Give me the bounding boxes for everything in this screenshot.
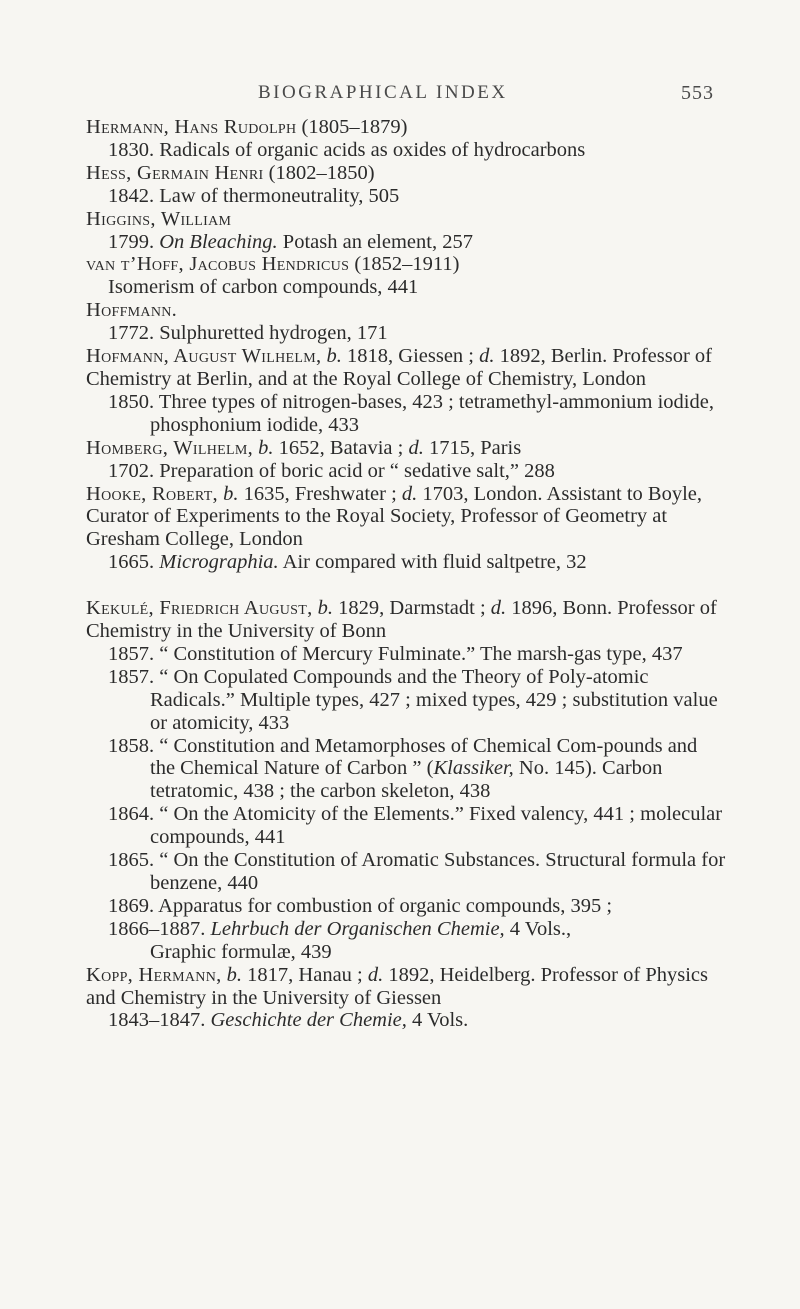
work-year: 1843–1847. [108, 1009, 206, 1032]
work-title: Lehrbuch der Organischen Chemie, [210, 917, 505, 940]
entry-heading [86, 437, 726, 460]
died-abbrev: d. [362, 963, 384, 986]
work-year: 1857. [108, 665, 155, 688]
work-title: Micrographia. [159, 551, 279, 574]
work-item [86, 391, 726, 437]
life-details: 1817, Hanau ; [242, 963, 363, 986]
work-description: No. 145). Carbon tetratomic, 438 ; the carbon skeleton, 438 [150, 757, 663, 803]
running-head-title: BIOGRAPHICAL INDEX [258, 82, 508, 103]
died-abbrev: d. [403, 436, 424, 459]
biography-text: 1715, Paris [423, 436, 522, 459]
index-entry [86, 116, 726, 162]
work-description: Isomerism of carbon compounds, 441 [108, 276, 419, 299]
died-abbrev: d. [485, 597, 507, 620]
person-name: van t’Hoff, Jacobus Hendricus [86, 253, 350, 276]
work-description: 4 Vols., [509, 917, 572, 940]
work-item [86, 551, 726, 574]
work-description: 4 Vols. [412, 1009, 469, 1032]
entry-heading [86, 597, 726, 643]
work-year: 1864. [108, 803, 155, 826]
index-entry [86, 483, 726, 575]
work-item [86, 918, 726, 941]
work-description: “ On the Atomicity of the Elements.” Fixed valency, 441 ; molecular compounds, 441 [150, 803, 723, 849]
work-year: 1865. [108, 849, 155, 872]
work-year: 1799. [108, 230, 155, 253]
running-head [0, 82, 800, 112]
entry-heading [86, 116, 726, 139]
biographical-index-entries [86, 116, 726, 1032]
work-item [86, 231, 726, 254]
work-item [86, 803, 726, 849]
work-item [86, 185, 726, 208]
work-year: 1857. [108, 642, 155, 665]
work-item [86, 895, 726, 918]
work-year: 1830. [108, 138, 155, 161]
died-abbrev: d. [474, 345, 495, 368]
work-item [86, 276, 726, 299]
work-year: 1850. [108, 390, 155, 413]
work-description: Air compared with fluid saltpetre, 32 [282, 551, 587, 574]
work-item [86, 849, 726, 895]
entry-heading [86, 253, 726, 276]
born-abbrev: b. [253, 436, 274, 459]
life-details: 1652, Batavia ; [273, 436, 404, 459]
index-entry [86, 437, 726, 483]
index-entry [86, 299, 726, 345]
work-item [86, 139, 726, 162]
work-description: “ Constitution and Metamorphoses of Chemical Com-pounds and the Chemical Nature of Carbon ” ( [150, 734, 698, 780]
work-title: On Bleaching. [159, 230, 278, 253]
work-description: Law of thermoneutrality, 505 [159, 184, 400, 207]
work-description: “ On Copulated Compounds and the Theory of Poly-atomic Radicals.” Multiple types, 427 ; mixed types, 429 ; substitution value or atomicity, 433 [150, 665, 718, 734]
work-item [86, 666, 726, 735]
work-title: Klassiker, [433, 757, 514, 780]
work-year: 1858. [108, 734, 155, 757]
biography-text: 1896, Bonn. Professor of Chemistry in the University of Bonn [86, 597, 717, 643]
index-entry [86, 253, 726, 299]
index-entry [86, 964, 726, 1033]
work-description: Radicals of organic acids as oxides of hydrocarbons [159, 138, 586, 161]
work-year: 1869. [108, 894, 155, 917]
work-year: 1665. [108, 551, 155, 574]
work-year: 1702. [108, 459, 155, 482]
biography-text: 1892, Heidelberg. Professor of Physics and Chemistry in the University of Giessen [86, 963, 708, 1009]
person-name: Kekulé, Friedrich August, [86, 597, 313, 620]
entry-heading [86, 299, 726, 322]
work-year: 1772. [108, 322, 155, 345]
life-details: (1805–1879) [296, 116, 408, 138]
person-name: Kopp, Hermann, [86, 963, 222, 986]
page-number: 553 [681, 82, 714, 104]
work-description: “ On the Constitution of Aromatic Substances. Structural formula for benzene, 440 [150, 849, 726, 894]
life-details: 1829, Darmstadt ; [333, 597, 486, 620]
person-name: Homberg, Wilhelm, [86, 436, 254, 459]
work-description: Sulphuretted hydrogen, 171 [159, 322, 388, 345]
person-name: Hooke, Robert, [86, 482, 218, 505]
work-item [86, 322, 726, 345]
life-details: 1635, Freshwater ; [238, 482, 397, 505]
person-name: Higgins, William [86, 207, 232, 230]
person-name: Hofmann, August Wilhelm, [86, 345, 322, 368]
index-entry [86, 345, 726, 437]
work-item [86, 1009, 726, 1032]
life-details: (1802–1850) [263, 161, 375, 184]
work-item [86, 643, 726, 666]
life-details: (1852–1911) [349, 253, 460, 276]
person-name: Hermann, Hans Rudolph [86, 116, 297, 138]
person-name: Hoffmann. [86, 299, 178, 322]
work-description: Potash an element, 257 [282, 230, 473, 253]
died-abbrev: d. [396, 482, 418, 505]
person-name: Hess, Germain Henri [86, 161, 264, 184]
entry-heading [86, 162, 726, 185]
work-item [86, 735, 726, 804]
work-title: Geschichte der Chemie, [210, 1009, 407, 1032]
work-description: Apparatus for combustion of organic compounds, 395 ; [158, 894, 613, 917]
work-item [86, 460, 726, 483]
work-description: Three types of nitrogen-bases, 423 ; tetramethyl-ammonium iodide, phosphonium iodide, 433 [150, 390, 714, 436]
work-year: 1842. [108, 184, 155, 207]
entry-heading [86, 208, 726, 231]
work-year: 1866–1887. [108, 917, 206, 940]
index-entry [86, 162, 726, 208]
work-description: “ Constitution of Mercury Fulminate.” The marsh-gas type, 437 [159, 642, 683, 665]
born-abbrev: b. [217, 482, 239, 505]
entry-heading [86, 345, 726, 391]
biography-text: 1892, Berlin. Professor of Chemistry at Berlin, and at the Royal College of Chemistry, London [86, 345, 713, 390]
entry-heading [86, 964, 726, 1010]
work-item [86, 941, 726, 964]
work-description: Preparation of boric acid or “ sedative salt,” 288 [159, 459, 555, 482]
born-abbrev: b. [321, 345, 342, 368]
life-details: 1818, Giessen ; [341, 345, 474, 368]
entry-heading [86, 483, 726, 552]
born-abbrev: b. [221, 963, 243, 986]
work-description: Graphic formulæ, 439 [150, 940, 332, 963]
index-entry [86, 597, 726, 964]
index-entry [86, 208, 726, 254]
born-abbrev: b. [312, 597, 334, 620]
biography-text: 1703, London. Assistant to Boyle, Curator of Experiments to the Royal Society, Professor of Geometry at Gresham College, London [86, 482, 702, 551]
